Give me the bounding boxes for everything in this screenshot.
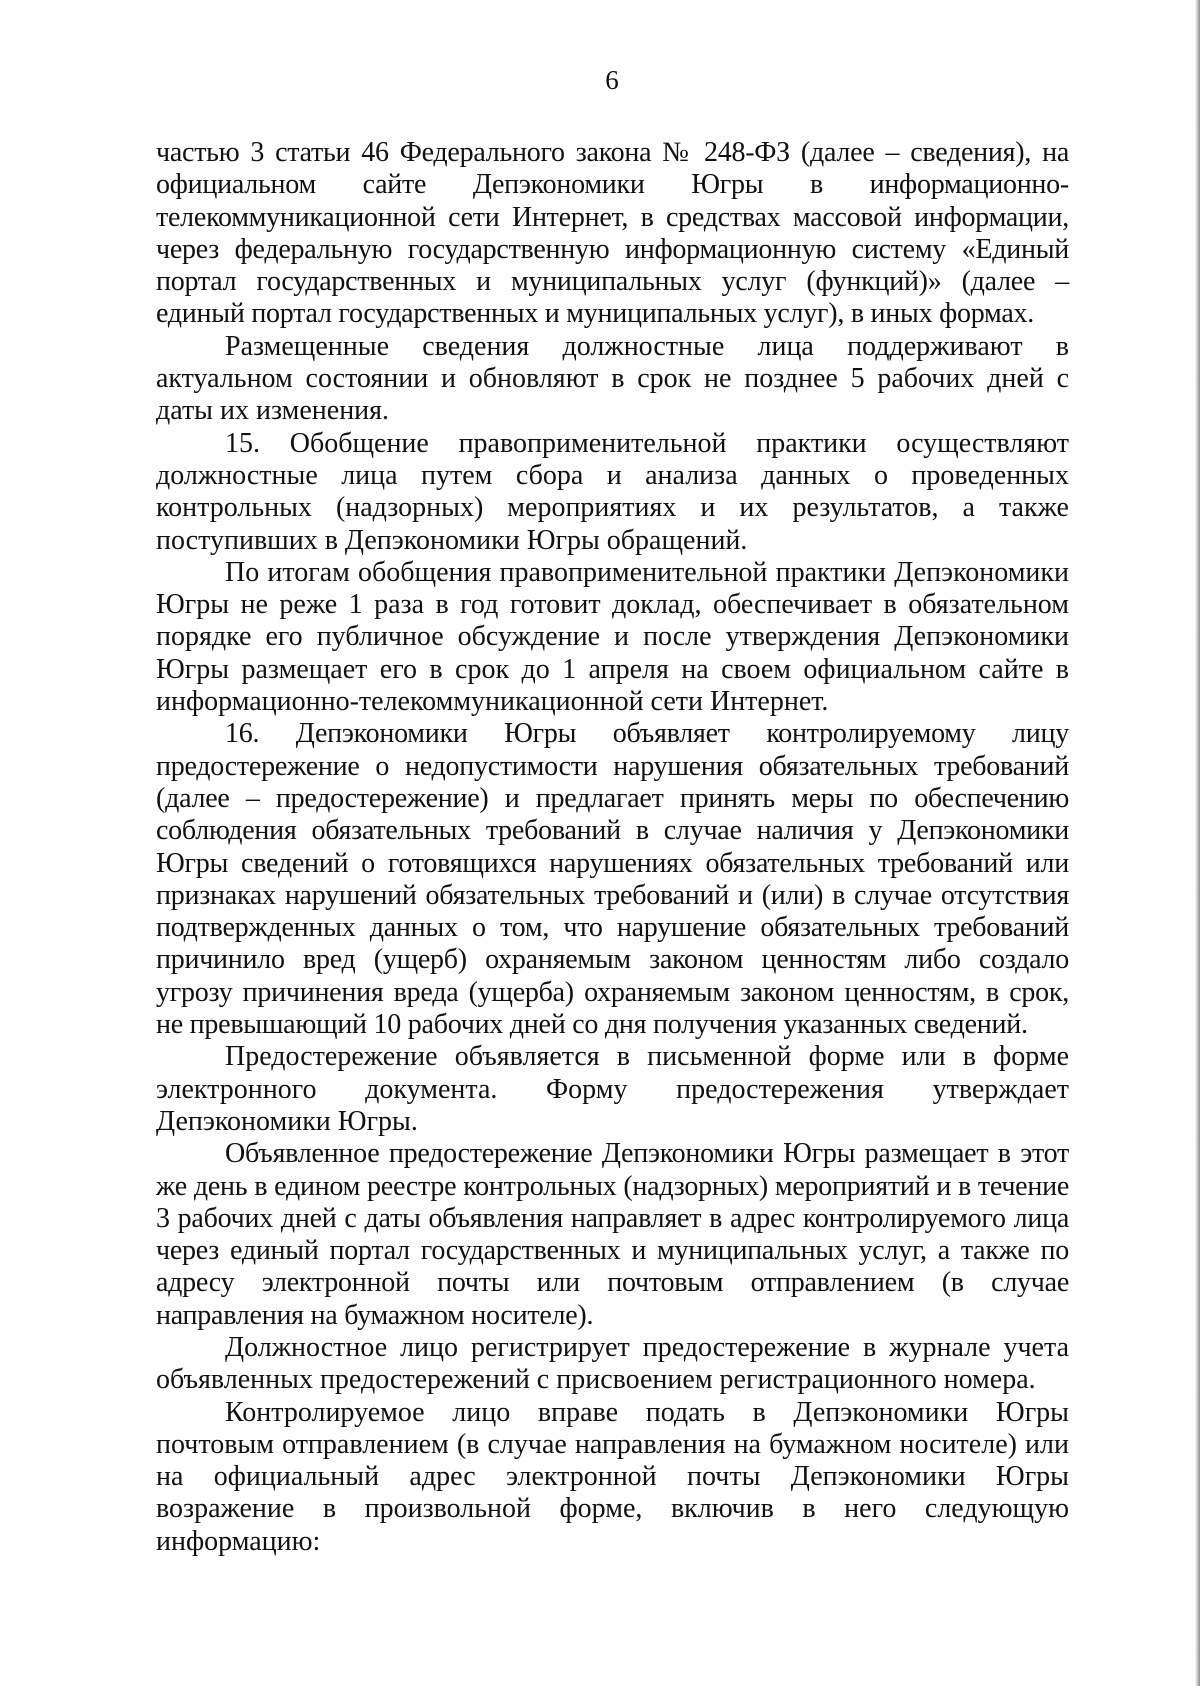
paragraph-continuation: частью 3 статьи 46 Федерального закона № 248-ФЗ (далее – сведения), на официальном сайте Депэкономики Югры в информационно-телекоммуникационной сети Интернет, в средствах массовой информации, через федеральную государственную информационную систему «Единый портал государственных и муниципальных услуг (функций)» (далее – единый портал государственных и муниципальных услуг), в иных формах. (156, 137, 1069, 330)
paragraph-placed-information: Размещенные сведения должностные лица поддерживают в актуальном состоянии и обновляют в срок не позднее 5 рабочих дней с даты их изменения. (156, 330, 1069, 427)
page-number: 6 (605, 65, 619, 95)
document-body (156, 137, 1069, 1558)
paragraph-warning-form: Предостережение объявляется в письменной форме или в форме электронного документа. Форму предостережения утверждает Депэкономики Югры. (156, 1041, 1069, 1137)
paragraph-item-16: 16. Депэкономики Югры объявляет контролируемому лицу предостережение о недопустимости нарушения обязательных требований (далее – предостережение) и предлагает принять меры по обеспечению соблюдения обязательных требований в случае наличия у Депэкономики Югры сведений о готовящихся нарушениях обязательных требований или признаках нарушений обязательных требований и (или) в случае отсутствия подтвержденных данных о том, что нарушение обязательных требований причинило вред (ущерб) охраняемым законом ценностям либо создало угрозу причинения вреда (ущерба) охраняемым законом ценностям, в срок, не превышающий 10 рабочих дней со дня получения указанных сведений. (156, 718, 1069, 1041)
paragraph-item-15: 15. Обобщение правоприменительной практики осуществляют должностные лица путем сбора и анализа данных о проведенных контрольных (надзорных) мероприятиях и их результатов, а также поступивших в Депэкономики Югры обращений. (156, 427, 1069, 556)
paragraph-generalization-results: По итогам обобщения правоприменительной практики Депэкономики Югры не реже 1 раза в год готовит доклад, обеспечивает в обязательном порядке его публичное обсуждение и после утверждения Депэкономики Югры размещает его в срок до 1 апреля на своем официальном сайте в информационно-телекоммуникационной сети Интернет. (156, 556, 1069, 718)
scan-edge-shadow (1195, 0, 1200, 1686)
paragraph-warning-registration: Должностное лицо регистрирует предостережение в журнале учета объявленных предостережений с присвоением регистрационного номера. (156, 1331, 1069, 1396)
paragraph-objection: Контролируемое лицо вправе подать в Депэкономики Югры почтовым отправлением (в случае направления на бумажном носителе) или на официальный адрес электронной почты Депэкономики Югры возражение в произвольной форме, включив в него следующую информацию: (156, 1396, 1069, 1557)
paragraph-warning-placement: Объявленное предостережение Депэкономики Югры размещает в этот же день в едином реестре контрольных (надзорных) мероприятий и в течение 3 рабочих дней с даты объявления направляет в адрес контролируемого лица через единый портал государственных и муниципальных услуг, а также по адресу электронной почты или почтовым отправлением (в случае направления на бумажном носителе). (156, 1138, 1069, 1331)
